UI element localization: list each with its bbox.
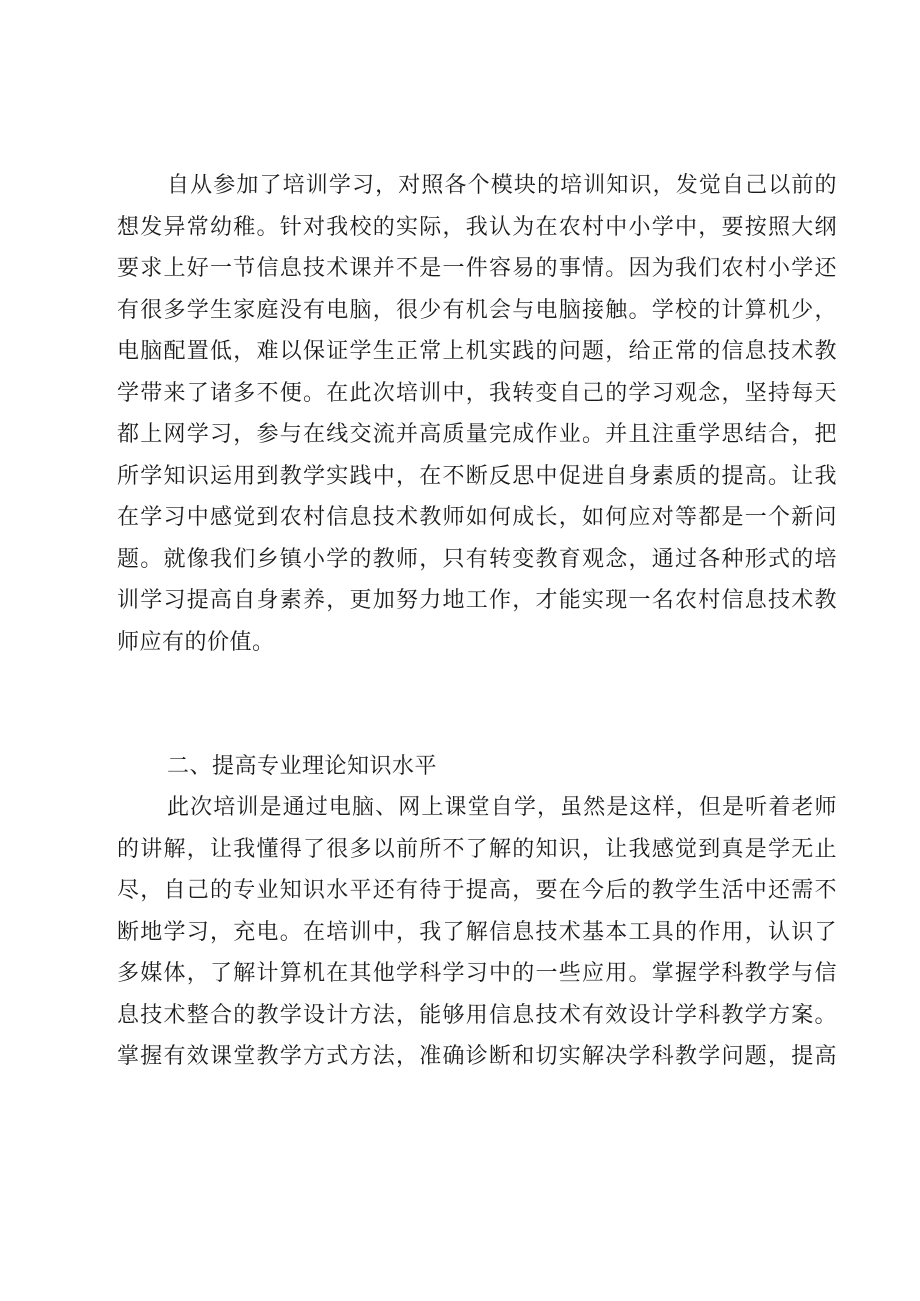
- paragraph-2-line: 此次培训是通过电脑、网上课堂自学，虽然是这样，但是听着老师: [167, 795, 837, 820]
- paragraph-2-line: 掌握有效课堂教学方式方法，准确诊断和切实解决学科教学问题，提高: [117, 1044, 837, 1069]
- paragraph-1-line: 学带来了诸多不便。在此次培训中，我转变自己的学习观念，坚持每天: [117, 380, 837, 406]
- paragraph-2-line: 多媒体，了解计算机在其他学科学习中的一些应用。掌握学科教学与信: [117, 961, 837, 986]
- paragraph-1-line: 都上网学习，参与在线交流并高质量完成作业。并且注重学思结合，把: [117, 422, 837, 447]
- paragraph-1-line: 所学知识运用到教学实践中，在不断反思中促进自身素质的提高。让我: [117, 463, 837, 489]
- paragraph-1: [117, 165, 837, 663]
- paragraph-1-line: 训学习提高自身素养，更加努力地工作，才能实现一名农村信息技术教: [117, 588, 837, 613]
- paragraph-1-line: 师应有的价值。: [117, 629, 275, 655]
- paragraph-2: [117, 787, 837, 1078]
- paragraph-1-line: 有很多学生家庭没有电脑，很少有机会与电脑接触。学校的计算机少，: [117, 297, 837, 323]
- section-heading: [117, 746, 837, 788]
- paragraph-2-line: 的讲解，让我懂得了很多以前所不了解的知识，让我感觉到真是学无止: [117, 836, 837, 862]
- paragraph-1-line: 要求上好一节信息技术课并不是一件容易的事情。因为我们农村小学还: [117, 256, 837, 281]
- paragraph-1-line: 题。就像我们乡镇小学的教师，只有转变教育观念，通过各种形式的培: [117, 546, 837, 572]
- section-heading-text: 二、提高专业理论知识水平: [167, 754, 438, 779]
- paragraph-1-line: 自从参加了培训学习，对照各个模块的培训知识，发觉自己以前的: [167, 173, 837, 198]
- paragraph-2-line: 断地学习，充电。在培训中，我了解信息技术基本工具的作用，认识了: [117, 919, 837, 945]
- paragraph-2-line: 息技术整合的教学设计方法，能够用信息技术有效设计学科教学方案。: [117, 1002, 837, 1028]
- paragraph-1-line: 电脑配置低，难以保证学生正常上机实践的问题，给正常的信息技术教: [117, 339, 837, 364]
- paragraph-1-line: 想发异常幼稚。针对我校的实际，我认为在农村中小学中，要按照大纲: [117, 214, 837, 240]
- paragraph-1-line: 在学习中感觉到农村信息技术教师如何成长，如何应对等都是一个新问: [117, 505, 837, 530]
- paragraph-2-line: 尽，自己的专业知识水平还有待于提高，要在今后的教学生活中还需不: [117, 878, 837, 903]
